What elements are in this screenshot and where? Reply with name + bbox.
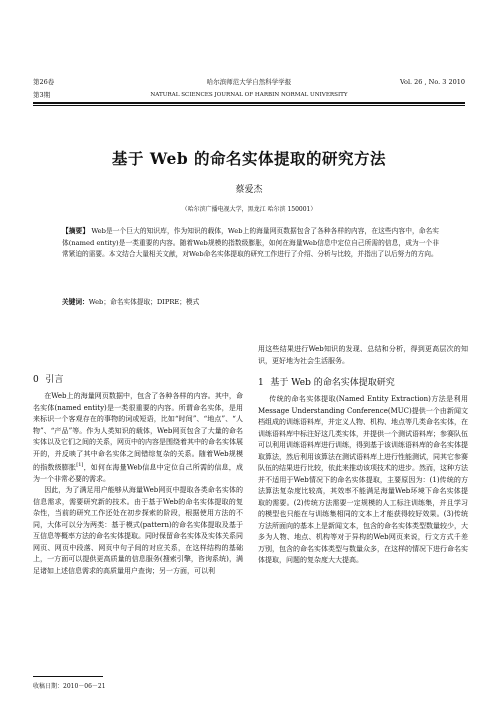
section-1-body: [258, 394, 468, 567]
paragraph: 因此，为了满足用户能够从海量Web网页中提取各类命名实体的信息需求，需要研究新的技术。由于基于Web的命名实体提取的复杂性，当前的研究工作还处在初步探索的阶段，根据使用方法的不同，大体可以分为两类：基于模式(pattern)的命名实体提取及基于互信息等概率方法的命名实体提取。同时保留命名实体及实体关系同网页、网页中段落、网页中句子间的对应关系，在这样结构的基础上，一方面可以提供更高质量的信息服务(搜索引擎，咨询系统)，满足诸如上述信息需求的高质量用户查询；另一方面，可以利: [33, 486, 243, 575]
volume-issue-en: Vol. 26 , No. 3 2010: [399, 78, 465, 86]
abstract-label: 【摘要】: [62, 227, 90, 235]
right-column-intro: [258, 344, 468, 367]
paragraph-text: ，如何在海量Web信息中定位自己所需的信息，成为一个非常必要的需求。: [33, 463, 244, 483]
section-0-title: 引言: [45, 375, 64, 385]
paragraph-text: 在Web上的海量网页数据中，包含了各种各样的内容。其中，命名实体(named entity)是一类很重要的内容。所谓命名实体，是用来标识一个客观存在的事物的词或短语，比如“时间”、“地点”、“人物”、“产品”等。作为人类知识的载体，Web网页包含了大量的命名实体以及它们之间的关系，网页中的内容是围绕着其中的命名实体展开的，并反映了其中命名实体之间错综复杂的关系。随着Web规模的指数级膨胀: [33, 392, 243, 472]
paragraph: 传统的命名实体提取(Named Entity Extraction)方法是利用Message Understanding Conference(MUC)提供一个由新闻文档组成的训练语料库，并定义人物、机构、地点等几类命名实体，在训练语料库中标注好这几类实体，并提供一个测试语料库；参赛队伍可以利用训练语料库进行训练，得到基于该训练语料库的命名实体提取算法，然后利用该算法在测试语料库上进行性能测试，同其它参赛队伍的结果进行比较，依此来推动该项技术的进步。然而，这种方法并不适用于Web情况下的命名实体提取，主要原因为：(1)传统的方法算法复杂度比较高，其效率不能满足海量Web环境下命名实体提取的需要。(2)传统方法需要一定规模的人工标注训练集，并且学习的模型也只能在与训练集相同的文本上才能获得较好效果。(3)传统方法所面向的基本上是新闻文本，包含的命名实体类型数量较少，大多为人物、地点、机构等对于异构的Web网页来说，行文方式千差万别，包含的命名实体类型与数量众多，在这样的情况下进行命名实体提取，问题的复杂度大大提高。: [258, 395, 468, 564]
paragraph: [33, 391, 243, 485]
section-1-heading: [258, 378, 468, 390]
author-name: 蔡爱杰: [235, 185, 263, 195]
volume-label: 第26卷: [33, 78, 55, 86]
abstract: [62, 226, 439, 261]
section-1-number: 1: [258, 378, 264, 388]
keywords-text: Web；命名实体提取；DIPRE；模式: [88, 298, 200, 306]
journal-title-en: NATURAL SCIENCES JOURNAL OF HARBIN NORMAL UNIVERSITY: [150, 92, 348, 98]
footnote-rule: [33, 676, 103, 677]
paper-title: 基于 Web 的命名实体提取的研究方法: [111, 149, 387, 168]
author-affiliation: （哈尔滨广播电视大学，黑龙江 哈尔滨 150001）: [181, 206, 317, 213]
paragraph: 用这些结果进行Web知识的发现、总结和分析，得到更高层次的知识，更好地为社会生活服务。: [258, 345, 468, 365]
header-rule-thick: [33, 102, 465, 104]
section-0-heading: [33, 375, 243, 387]
section-0-number: 0: [33, 375, 39, 385]
keywords-label: 关键词：: [62, 298, 89, 306]
citation: [1]: [76, 462, 84, 468]
journal-title-cn: 哈尔滨师范大学自然科学学报: [206, 78, 292, 86]
section-0-body: [33, 391, 243, 577]
header-rule-thin: [33, 105, 465, 106]
keywords: [62, 297, 439, 308]
section-1-title: 基于 Web 的命名实体提取研究: [270, 378, 395, 388]
received-date: 收稿日期：2010－06－21: [33, 683, 106, 690]
issue-label: 第3期: [33, 91, 51, 99]
abstract-text: Web是一个巨大的知识库，作为知识的载体，Web上的海量网页数据包含了各种各样的内容，在这些内容中，命名实体(named entity)是一类重要的内容。随着Web规模的指数级膨胀，如何在海量Web信息中定位自己所需的信息，成为一个非常紧迫的需要。本文结合大量相关文献，对Web命名实体提取的研究工作进行了介绍、分析与比较，并指出了以后努力的方向。: [62, 227, 439, 258]
